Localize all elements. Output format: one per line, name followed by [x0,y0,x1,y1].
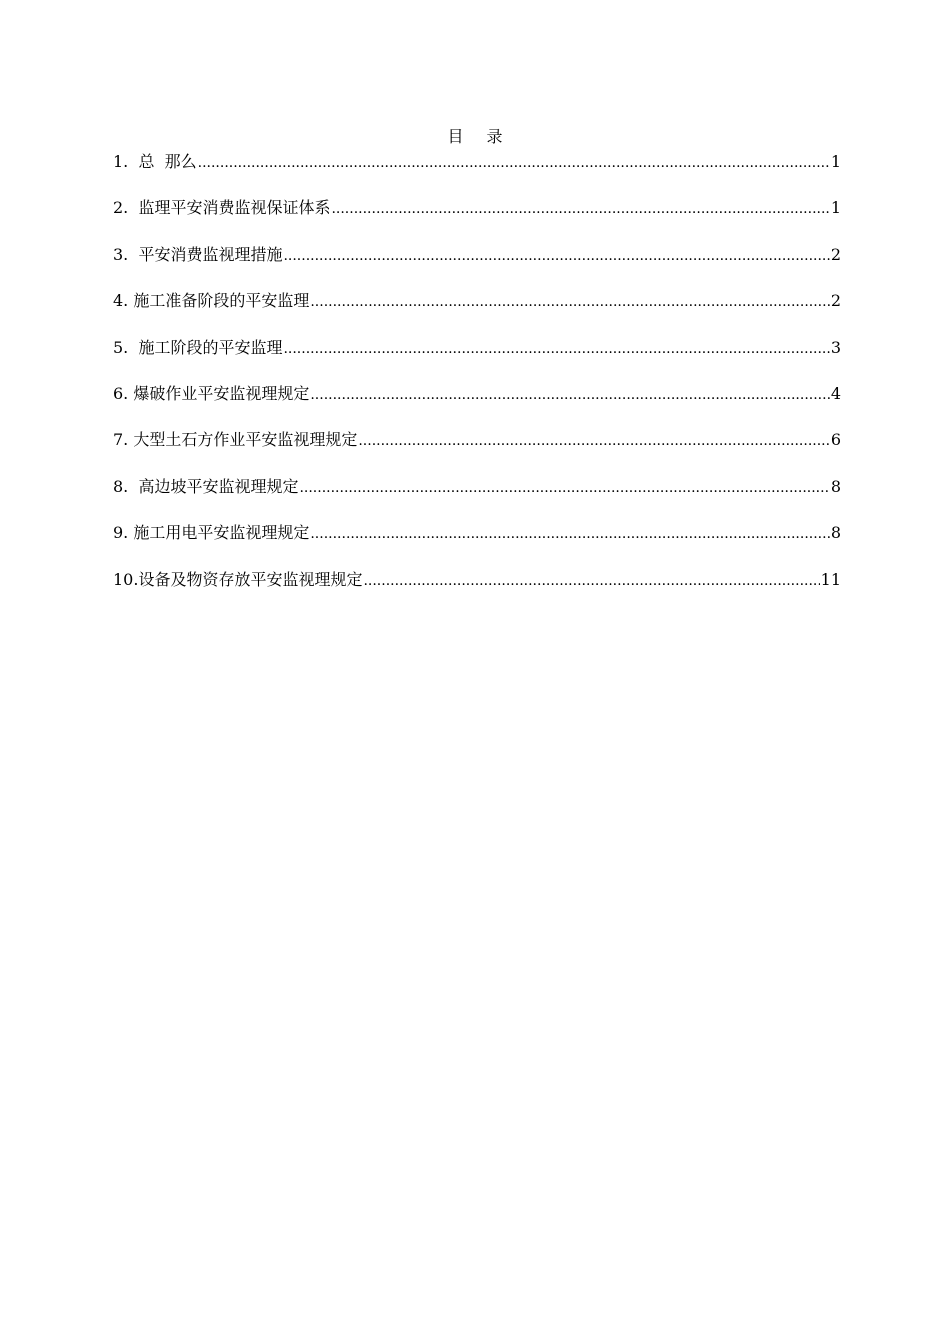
toc-entry-text: 5. 施工阶段的平安监理 [113,337,283,357]
toc-dot-leader [198,151,830,175]
toc-dot-leader [299,476,829,500]
toc-entry-4[interactable] [113,289,841,335]
toc-page-number: 4 [830,383,841,403]
toc-dot-leader [283,244,829,268]
toc-page-number: 1 [830,198,841,218]
toc-page-number: 6 [830,430,841,450]
toc-entry-10[interactable] [113,568,841,614]
toc-page-number: 1 [830,152,841,171]
toc-dot-leader [283,337,829,361]
toc-page-number: 2 [830,291,841,311]
toc-page-number: 2 [830,244,841,264]
toc-entry-6[interactable] [113,382,841,428]
toc-title: 目 录 [447,127,503,146]
toc-entry-text: 7. 大型土石方作业平安监视理规定 [113,430,358,450]
toc-dot-leader [358,429,829,453]
toc-dot-leader [310,522,829,546]
toc-entry-text: 8. 高边坡平安监视理规定 [113,476,299,496]
toc-entry-1[interactable] [113,150,841,196]
toc-dot-leader [331,197,829,221]
toc-page-number: 11 [820,569,841,589]
table-of-contents [113,150,841,614]
toc-entry-3[interactable] [113,243,841,289]
toc-dot-leader [310,290,829,314]
toc-page-number: 3 [830,337,841,357]
toc-dot-leader [363,569,819,593]
toc-page-number: 8 [830,523,841,543]
toc-entry-9[interactable] [113,521,841,567]
toc-entry-5[interactable] [113,336,841,382]
toc-entry-2[interactable] [113,196,841,242]
toc-entry-text: 1. 总 那么 [113,152,197,171]
toc-entry-text: 6. 爆破作业平安监视理规定 [113,383,310,403]
toc-entry-text: 10.设备及物资存放平安监视理规定 [113,569,363,589]
toc-entry-7[interactable] [113,428,841,474]
toc-entry-text: 3. 平安消费监视理措施 [113,244,283,264]
toc-entry-text: 9. 施工用电平安监视理规定 [113,523,310,543]
toc-entry-text: 2. 监理平安消费监视保证体系 [113,198,331,218]
toc-page-number: 8 [830,476,841,496]
toc-entry-text: 4. 施工准备阶段的平安监理 [113,291,310,311]
toc-dot-leader [310,383,829,407]
toc-entry-8[interactable] [113,475,841,521]
